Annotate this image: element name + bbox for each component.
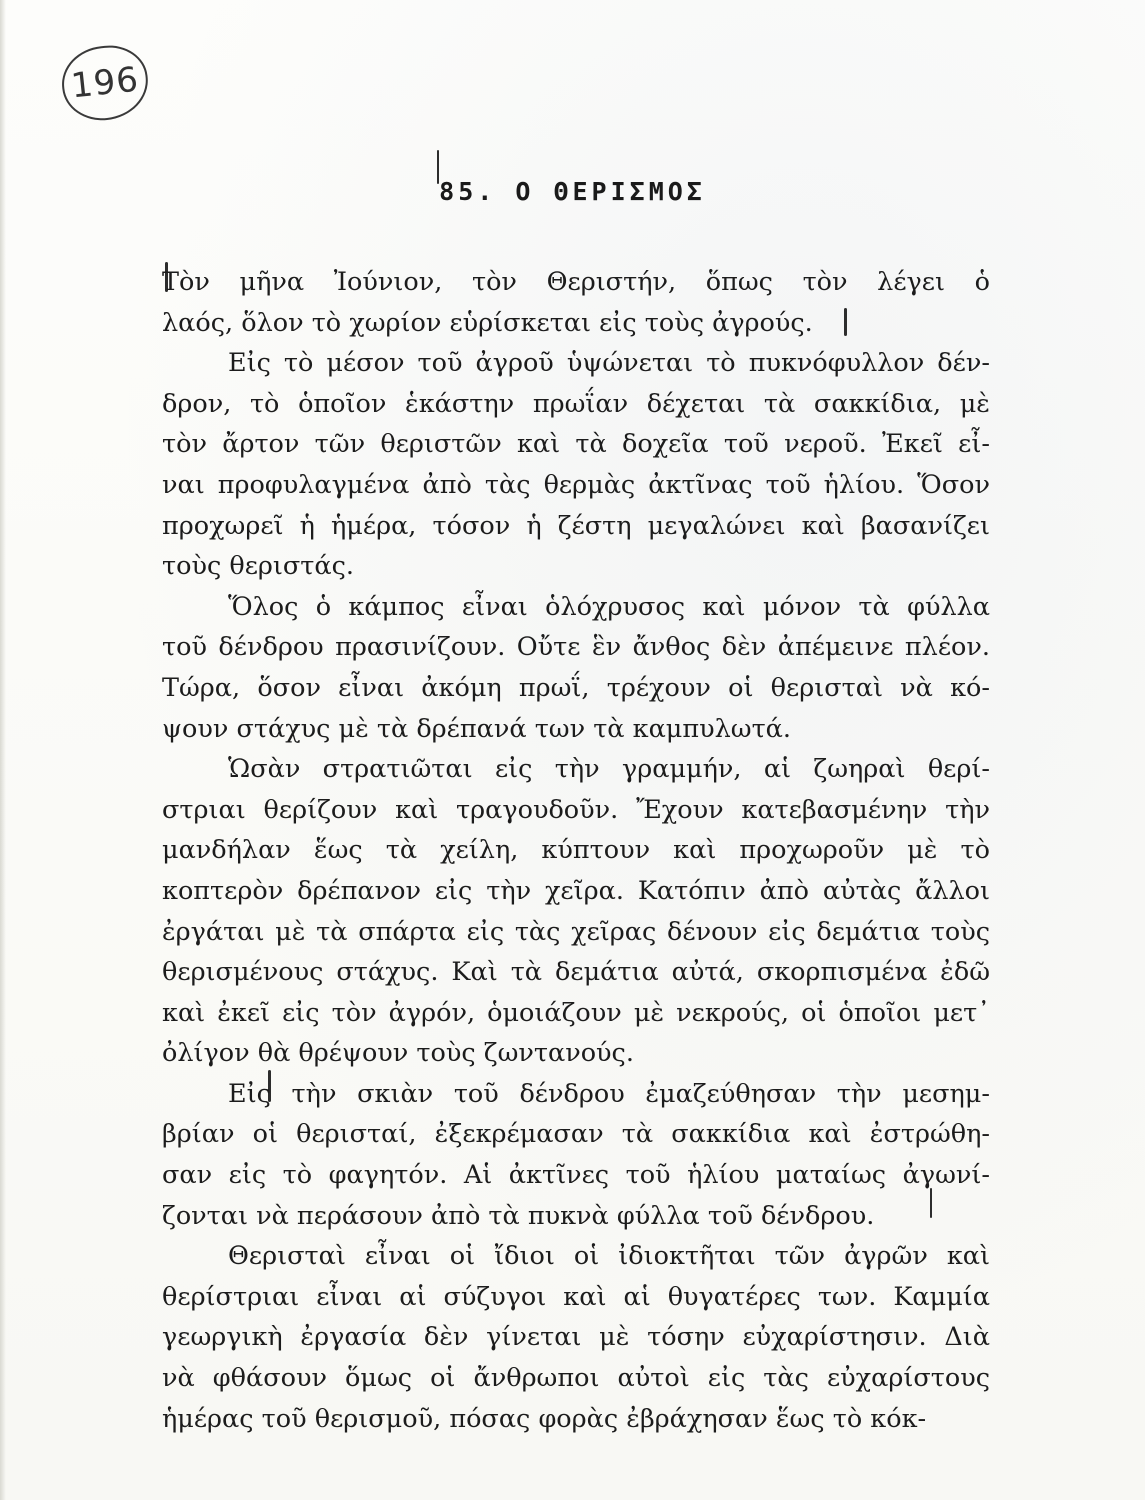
text-line: Τώρα, ὅσον εἶναι ἀκόμη πρωΐ, τρέχουν οἱ θερισταὶ νὰ κό- xyxy=(162,672,990,703)
text-line: στριαι θερίζουν καὶ τραγουδοῦν. Ἔχουν κατεβασμένην τὴν xyxy=(162,794,990,825)
page-edge-shadow xyxy=(0,0,6,1500)
chapter-title: 85. Ο ΘΕΡΙΣΜΟΣ xyxy=(439,177,706,206)
text-line: ἐργάται μὲ τὰ σπάρτα εἰς τὰς χεῖρας δένουν εἰς δεμάτια τοὺς xyxy=(162,916,990,947)
body-text xyxy=(162,262,990,1439)
text-line: γεωργικὴ ἐργασία δὲν γίνεται μὲ τόσην εὐχαρίστησιν. Διὰ xyxy=(162,1322,990,1353)
text-line: προχωρεῖ ἡ ἡμέρα, τόσον ἡ ζέστη μεγαλώνει καὶ βασανίζει xyxy=(162,510,990,541)
text-line: μανδήλαν ἕως τὰ χείλη, κύπτουν καὶ προχωροῦν μὲ τὸ xyxy=(162,835,990,866)
text-line: ψουν στάχυς μὲ τὰ δρέπανά των τὰ καμπυλωτά. xyxy=(162,713,792,744)
text-line: τοὺς θεριστάς. xyxy=(162,551,355,582)
paragraph-4 xyxy=(162,749,990,1074)
text-line: θερισμένους στάχυς. Καὶ τὰ δεμάτια αὐτά, σκορπισμένα ἐδῶ xyxy=(162,957,990,988)
text-line: κοπτερὸν δρέπανον εἰς τὴν χεῖρα. Κατόπιν ἀπὸ αὐτὰς ἄλλοι xyxy=(162,875,990,906)
paragraph-6 xyxy=(162,1236,990,1439)
text-line: ὀλίγον θὰ θρέψουν τοὺς ζωντανούς. xyxy=(162,1038,634,1069)
text-line: ἡμέρας τοῦ θερισμοῦ, πόσας φορὰς ἐβράχησαν ἕως τὸ κόκ- xyxy=(162,1403,927,1434)
text-line: τοῦ δένδρου πρασινίζουν. Οὔτε ἓν ἄνθος δὲν ἀπέμεινε πλέον. xyxy=(162,632,990,663)
text-line: Εἰς τὴν σκιὰν τοῦ δένδρου ἐμαζεύθησαν τὴν μεσημ- xyxy=(228,1078,990,1109)
text-line: Εἰς τὸ μέσον τοῦ ἀγροῦ ὑψώνεται τὸ πυκνόφυλλον δέν- xyxy=(228,348,990,379)
text-line: βρίαν οἱ θερισταί, ἐξεκρέμασαν τὰ σακκίδια καὶ ἐστρώθη- xyxy=(162,1119,990,1150)
text-line: Ὅλος ὁ κάμπος εἶναι ὁλόχρυσος καὶ μόνον τὰ φύλλα xyxy=(228,591,990,622)
text-line: τὸν ἄρτον τῶν θεριστῶν καὶ τὰ δοχεῖα τοῦ νεροῦ. Ἐκεῖ εἶ- xyxy=(162,429,990,460)
text-line: Ὡσὰν στρατιῶται εἰς τὴν γραμμήν, αἱ ζωηραὶ θερί- xyxy=(228,754,990,785)
pencil-mark-title xyxy=(437,150,439,184)
text-line: ζονται νὰ περάσουν ἀπὸ τὰ πυκνὰ φύλλα τοῦ δένδρου. xyxy=(162,1200,875,1231)
text-line: νὰ φθάσουν ὅμως οἱ ἄνθρωποι αὐτοὶ εἰς τὰς εὐχαρίστους xyxy=(162,1363,990,1394)
text-line: Τὸν μῆνα Ἰούνιον, τὸν Θεριστήν, ὅπως τὸν λέγει ὁ xyxy=(162,267,990,297)
text-line: δρον, τὸ ὁποῖον ἑκάστην πρωΐαν δέχεται τὰ σακκίδια, μὲ xyxy=(162,388,990,419)
text-line: θερίστριαι εἶναι αἱ σύζυγοι καὶ αἱ θυγατέρες των. Καμμία xyxy=(162,1281,990,1312)
paragraph-2 xyxy=(162,343,990,587)
text-line: σαν εἰς τὸ φαγητόν. Αἱ ἀκτῖνες τοῦ ἡλίου ματαίως ἀγωνί- xyxy=(162,1160,990,1191)
text-line: Θερισταὶ εἶναι οἱ ἴδιοι οἱ ἰδιοκτῆται τῶν ἀγρῶν καὶ xyxy=(228,1241,990,1272)
text-line: ναι προφυλαγμένα ἀπὸ τὰς θερμὰς ἀκτῖνας τοῦ ἡλίου. Ὅσον xyxy=(162,469,990,500)
text-line: λαός, ὅλον τὸ χωρίον εὑρίσκεται εἰς τοὺς ἀγρούς. xyxy=(162,307,813,338)
text-line: καὶ ἐκεῖ εἰς τὸν ἀγρόν, ὁμοιάζουν μὲ νεκρούς, οἱ ὁποῖοι μετ᾽ xyxy=(162,997,990,1028)
page-number-circled: 196 xyxy=(58,42,151,125)
paragraph-1 xyxy=(162,262,990,343)
paragraph-3 xyxy=(162,587,990,749)
paragraph-5 xyxy=(162,1074,990,1236)
